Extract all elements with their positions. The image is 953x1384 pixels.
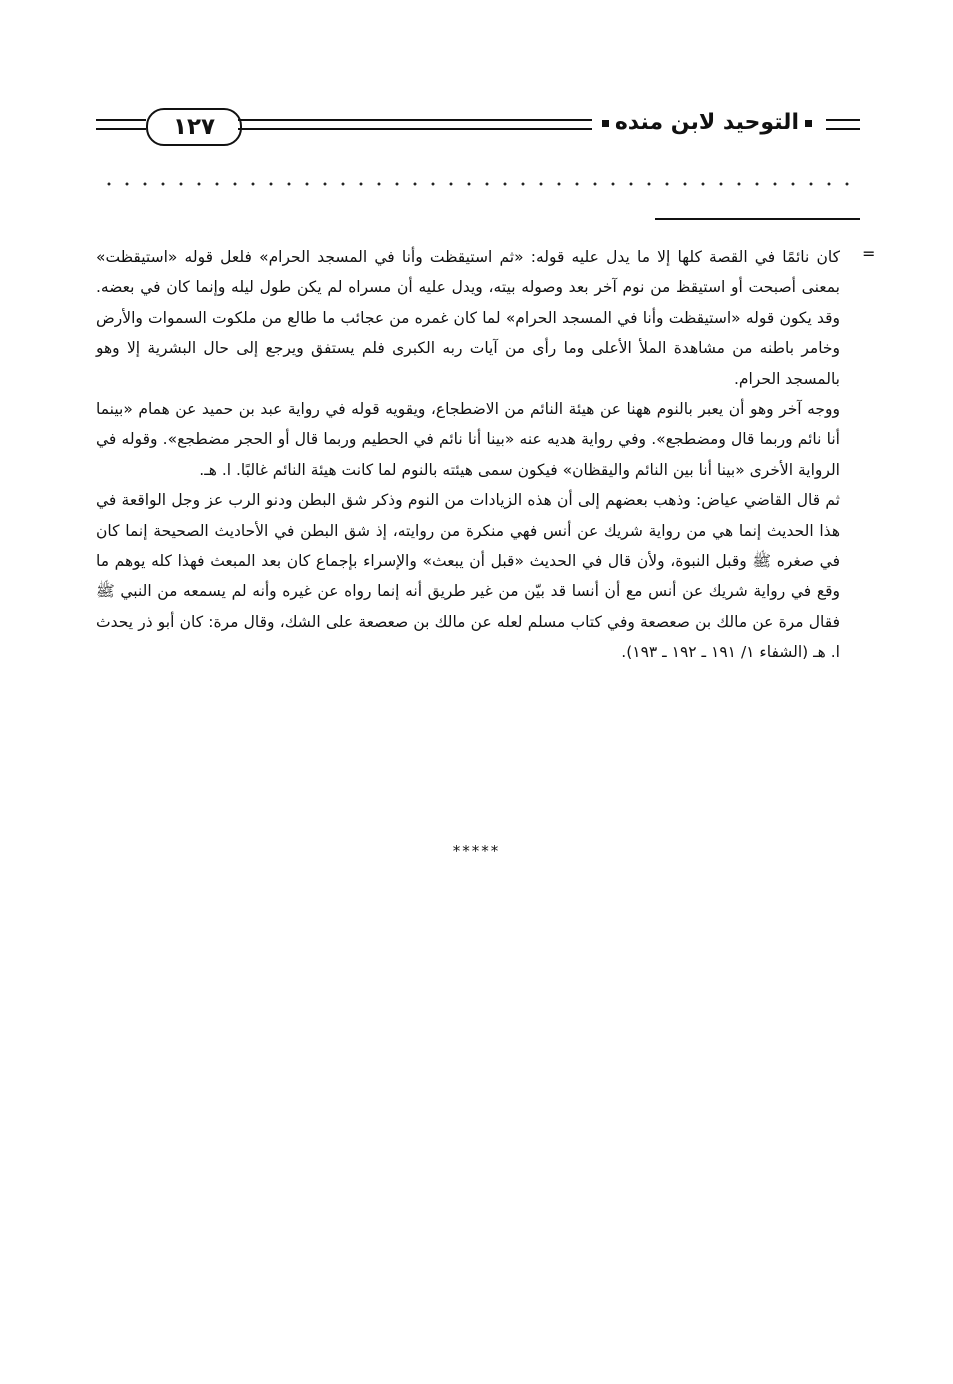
- paragraph-2: ووجه آخر وهو أن يعبر بالنوم ههنا عن هيئة النائم من الاضطجاع، ويقويه قوله في رواية عبد بن حميد عن همام «بينما أنا نائم وربما قال ومضطجع». وفي رواية هديه عنه «بينا أنا نائم في الحطيم وربما قال أو الحجر مضطجع». وقوله في الرواية الأخرى «بينا أنا بين النائم واليقظان» فيكون سمى هيئته بالنوم لما كانت هيئة النائم غالبًا. ا. هـ.: [96, 400, 840, 479]
- page-header: [96, 104, 860, 148]
- square-ornament-icon: [602, 120, 609, 127]
- paragraph-3: ثم قال القاضي عياض: وذهب بعضهم إلى أن هذه الزيادات من النوم وذكر شق البطن ودنو الرب عز وجل الواقعة في هذا الحديث إنما هي من رواية شريك عن أنس فهي منكرة من روايته، إذ شق البطن في الأحاديث الصحيحة إنما كان في صغره ﷺ وقبل النبوة، ولأن قال في الحديث «قبل أن يبعث» والإسراء بإجماع كان بعد المبعث فهذا كله يوهم ما وقع في رواية شريك عن أنس مع أن أنسا قد بيّن من غير طريق أنه إنما رواه عن غيره وأنه لم يسمعه من النبي ﷺ فقال مرة عن مالك بن صعصعة وفي كتاب مسلم لعله عن مالك بن صعصعة على الشك، وقال مرة: كان أبو ذر يحدث ا. هـ (الشفاء ١/ ١٩١ ـ ١٩٢ ـ ١٩٣).: [96, 491, 840, 662]
- header-rule-right-top: [826, 119, 860, 121]
- page-number: [146, 108, 242, 146]
- book-title-text: التوحيد لابن منده: [614, 110, 799, 135]
- header-rule-middle-bottom: [238, 128, 608, 130]
- footnote-text: [96, 242, 840, 668]
- page-number-text: ١٢٧: [172, 114, 216, 140]
- end-marker-stars: *****: [452, 842, 501, 860]
- dotted-separator: [100, 178, 860, 190]
- footnote-continuation-marker: =: [862, 244, 876, 263]
- header-rule-left-bottom: [96, 128, 146, 130]
- square-ornament-icon: [805, 120, 812, 127]
- book-title: [592, 106, 822, 140]
- header-rule-left-top: [96, 119, 146, 121]
- paragraph-1: كان نائمًا في القصة كلها إلا ما يدل عليه قوله: «ثم استيقظت وأنا في المسجد الحرام» فلعل قوله «استيقظت» بمعنى أصبحت أو استيقظ من نوم آخر بعد وصوله بيته، ويدل عليه أن مسراه لم يكن طول ليله وإنما كان في بعضه. وقد يكون قوله «استيقظت وأنا في المسجد الحرام» لما كان غمره من عجائب ما طالع من ملكوت السموات والأرض وخامر باطنه من مشاهدة الملأ الأعلى وما رأى من آيات ربه الكبرى فلم يستفق ويرجع إلى حال البشرية إلا وهو بالمسجد الحرام.: [96, 248, 840, 388]
- footnote-rule: [655, 218, 860, 220]
- header-rule-middle-top: [238, 119, 608, 121]
- header-rule-right-bottom: [826, 128, 860, 130]
